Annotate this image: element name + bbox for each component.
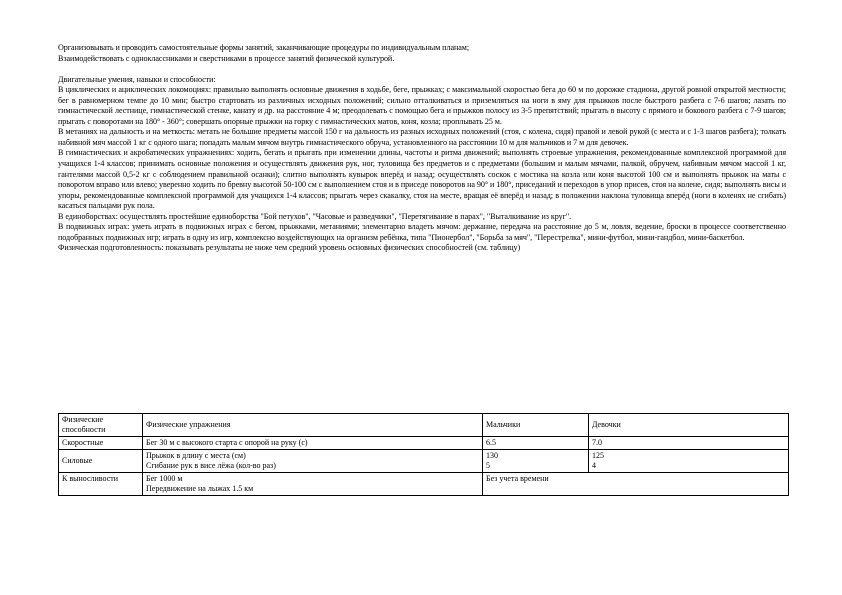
cell-ability: Силовые	[59, 450, 143, 473]
table-header-row	[59, 414, 789, 437]
table-row	[59, 473, 789, 496]
value-line: 125	[592, 451, 604, 460]
intro-line-1: Организовывать и проводить самостоятельные формы занятий, заканчивающие процедуры по индивидуальным планам;	[58, 43, 470, 52]
paragraph-throwing: В метаниях на дальность и на меткость: метать не большие предметы массой 150 г на дальность из разных исходных положений (стоя, с колена, сидя) правой и левой рукой (с места и с 1-3 шагов разбега); толкать набивной мяч массой 1 кг с одного шага; попадать малым мячом внутрь гимнастического обруча, установленного на расстоянии 10 м для мальчиков и 7 м для девочек.	[58, 127, 786, 147]
paragraph-gymnastics: В гимнастических и акробатических упражнениях: ходить, бегать и прыгать при изменении длины, частоты и ритма движений; выполнять строевые упражнения, рекомендованные комплексной программой для учащихся 1-4 классов; принимать основные положения и осуществлять движения рук, ног, туловища без предметов и с предметами (большим и малым мячами, палкой, обручем, набивным мячом массой 1 кг, гантелями массой 0,5-2 кг с соблюдением правильной осанки); слитно выполнять кувырок вперёд и назад; осуществлять соскок с мостика на козла или коня высотой 100 см и выполнять прыжок на маты с поворотом вправо или влево; уверенно ходить по бревну высотой 50-100 см с выполнением стоя и в приседе поворотов на 90° и 180°, приседаний и переходов в упор присев, стоя на колене, сидя; выполнять висы и упоры, рекомендованные комплексной программой для учащихся 1-4 классов; прыгать через скакалку, стоя на месте, вращая её вперёд и назад; в положении наклона туловища вперёд (ноги в коленях не сгибать) касаться пальцами рук пола.	[58, 148, 786, 211]
intro-line-2: Взаимодействовать с одноклассниками и сверстниками в процессе занятий физической культурой.	[58, 53, 395, 63]
value-line: 130	[486, 451, 498, 460]
exercise-line: Прыжок в длину с места (см)	[146, 451, 246, 460]
paragraph-fitness: Физическая подготовленность: показывать результаты не ниже чем средний уровень основных физических способностей (см. таблицу)	[58, 243, 521, 253]
cell-girls	[589, 450, 789, 473]
cell-exercise	[143, 450, 483, 473]
exercise-line: Бег 1000 м	[146, 474, 183, 483]
exercise-line: Сгибание рук в висе лёжа (кол-во раз)	[146, 461, 276, 470]
cell-boys: 6.5	[483, 437, 589, 450]
fitness-norms-table	[58, 413, 789, 496]
cell-girls: 7.0	[589, 437, 789, 450]
header-girls: Девочки	[589, 414, 789, 437]
skills-heading: Двигательные умения, навыки и способности:	[58, 74, 216, 84]
cell-ability: К выносливости	[59, 473, 143, 496]
document-body	[58, 43, 786, 254]
table-row	[59, 437, 789, 450]
cell-exercise: Бег 30 м с высокого старта с опорой на руку (с)	[143, 437, 483, 450]
spacer	[58, 64, 786, 75]
table-row	[59, 450, 789, 473]
value-line: 4	[592, 461, 596, 470]
paragraph-locomotion: В циклических и ациклических локомоциях: правильно выполнять основные движения в ходьбе, беге, прыжках; с максимальной скоростью бега до 60 м по дорожке стадиона, другой ровной открытой местности; бег в равномерном темпе до 10 мин; быстро стартовать из различных исходных положений; сильно отталкиваться и приземляться на ноги в яму для прыжков после быстрого разбега с 7-6 шагов; лазать по гимнастической лестнице, гимнастической стенке, канату и др. на расстояние 4 м; преодолевать с помощью бега и прыжков полосу из 3-5 препятствий; прыгать в высоту с прямого и бокового разбега с 7-9 шагов; прыгать с поворотами на 180° - 360°; совершать опорные прыжки на горку с гимнастических матов, коня, козла; проплывать 25 м.	[58, 85, 786, 126]
value-line: 5	[486, 461, 490, 470]
header-exercise: Физические упражнения	[143, 414, 483, 437]
exercise-line: Передвижение на лыжах 1.5 км	[146, 484, 254, 493]
paragraph-combat: В единоборствах: осуществлять простейшие единоборства "Бой петухов", "Часовые и разведчики", "Перетягивание в парах", "Выталкивание из круг".	[58, 211, 572, 221]
cell-combined: Без учета времени	[483, 473, 789, 496]
header-ability: Физические способности	[59, 414, 143, 437]
paragraph-games: В подвижных играх: уметь играть в подвижных играх с бегом, прыжками, метаниями; элементарно владеть мячом: держание, передача на расстояние до 5 м, ловля, ведение, броски в процессе соответственно подобранных подвижных игр; играть в одну из игр, комплексно воздействующих на организм ребёнка, типа "Пионербол", "Борьба за мяч", "Перестрелка", мини-футбол, мини-гандбол, мини-баскетбол.	[58, 222, 786, 242]
cell-exercise	[143, 473, 483, 496]
cell-ability: Скоростные	[59, 437, 143, 450]
cell-boys	[483, 450, 589, 473]
header-boys: Мальчики	[483, 414, 589, 437]
